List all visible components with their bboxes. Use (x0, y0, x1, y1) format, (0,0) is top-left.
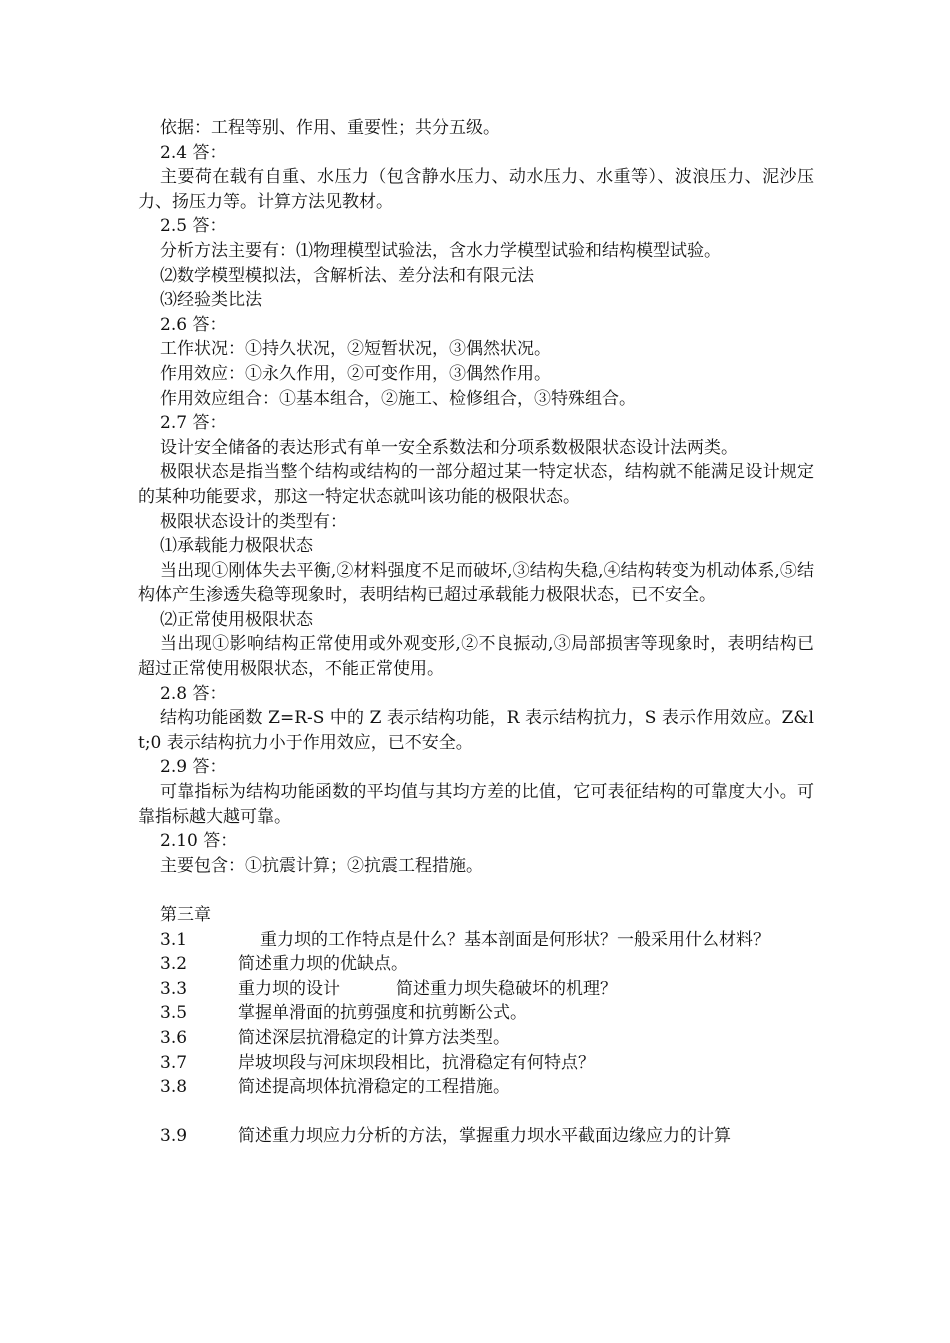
question-number: 3.3 (160, 978, 188, 999)
question-number: 3.5 (160, 1003, 188, 1024)
paragraph-bearing-capacity: ⑴承载能力极限状态 (160, 536, 313, 557)
paragraph-limit-state: 极限状态是指当整个结构或结构的一部分超过某一特定状态，结构就不能满足设计规定的某种功能要求，那这一特定状态就叫该功能的极限状态。 (138, 462, 814, 507)
paragraph-action-effects: 作用效应：①永久作用，②可变作用，③偶然作用。 (160, 363, 551, 384)
question-number: 3.8 (160, 1077, 188, 1098)
question-3-9 (138, 1124, 814, 1149)
paragraph-work-conditions: 工作状况：①持久状况，②短暂状况，③偶然状况。 (160, 339, 551, 360)
question-3-3 (138, 977, 814, 1002)
paragraph-effect-combination: 作用效应组合：①基本组合，②施工、检修组合，③特殊组合。 (160, 388, 636, 409)
chapter-heading: 第三章 (160, 905, 211, 925)
answer-heading-2-9: 2.9 答： (160, 757, 227, 778)
question-3-8 (138, 1075, 814, 1100)
answer-heading-2-4: 2.4 答： (160, 142, 227, 163)
section-title: 重力坝的设计 (238, 978, 340, 999)
paragraph-function-z: 结构功能函数 Z=R-S 中的 Z 表示结构功能，R 表示结构抗力，S 表示作用效应。Z&lt;0 表示结构抗力小于作用效应，已不安全。 (138, 708, 814, 753)
paragraph-bearing-capacity-detail: 当出现①刚体失去平衡,②材料强度不足而破坏,③结构失稳,④结构转变为机动体系,⑤结构体产生渗透失稳等现象时，表明结构已超过承载能力极限状态，已不安全。 (138, 560, 814, 606)
answer-heading-2-7: 2.7 答： (160, 413, 227, 434)
paragraph-safety-reserve: 设计安全储备的表达形式有单一安全系数法和分项系数极限状态设计法两类。 (160, 437, 738, 458)
paragraph-basis: 依据：工程等别、作用、重要性；共分五级。 (160, 118, 500, 138)
paragraph-math-model: ⑵数学模型模拟法，含解析法、差分法和有限元法 (160, 265, 534, 286)
answer-heading-2-6: 2.6 答： (160, 314, 227, 335)
question-number: 3.7 (160, 1052, 188, 1073)
document-body (138, 116, 814, 1149)
question-text: 简述重力坝应力分析的方法，掌握重力坝水平截面边缘应力的计算 (238, 1126, 731, 1147)
question-text: 简述提高坝体抗滑稳定的工程措施。 (238, 1077, 510, 1098)
question-3-1 (138, 928, 814, 953)
question-3-5 (138, 1001, 814, 1026)
question-3-2 (138, 952, 814, 977)
answer-heading-2-8: 2.8 答： (160, 683, 227, 704)
question-3-6 (138, 1026, 814, 1051)
question-number: 3.2 (160, 954, 188, 975)
paragraph-limit-state-types: 极限状态设计的类型有： (160, 511, 347, 532)
paragraph-analysis-methods: 分析方法主要有：⑴物理模型试验法，含水力学模型试验和结构模型试验。 (160, 240, 721, 261)
question-3-7 (138, 1051, 814, 1076)
paragraph-serviceability: ⑵正常使用极限状态 (160, 609, 313, 630)
paragraph-reliability-index: 可靠指标为结构功能函数的平均值与其均方差的比值，它可表征结构的可靠度大小。可靠指标越大越可靠。 (138, 782, 814, 827)
blank-line (138, 878, 814, 903)
answer-heading-2-5: 2.5 答： (160, 216, 227, 237)
question-text: 岸坡坝段与河床坝段相比，抗滑稳定有何特点？ (238, 1052, 595, 1073)
paragraph-loads: 主要荷在载有自重、水压力（包含静水压力、动水压力、水重等）、波浪压力、泥沙压力、扬压力等。计算方法见教材。 (138, 167, 814, 212)
question-text: 简述深层抗滑稳定的计算方法类型。 (238, 1027, 510, 1048)
paragraph-serviceability-detail: 当出现①影响结构正常使用或外观变形,②不良振动,③局部损害等现象时，表明结构已超过正常使用极限状态，不能正常使用。 (138, 634, 814, 680)
blank-line (138, 1100, 814, 1125)
question-number: 3.6 (160, 1027, 188, 1048)
paragraph-empirical: ⑶经验类比法 (160, 290, 262, 311)
question-text: 重力坝的工作特点是什么？基本剖面是何形状？一般采用什么材料？ (260, 929, 770, 950)
question-text: 掌握单滑面的抗剪强度和抗剪断公式。 (238, 1003, 527, 1024)
question-number: 3.9 (160, 1126, 188, 1147)
paragraph-seismic: 主要包含：①抗震计算；②抗震工程措施。 (160, 855, 483, 876)
question-text: 简述重力坝的优缺点。 (238, 954, 408, 975)
question-text (238, 977, 814, 1002)
question-text-b: 简述重力坝失稳破坏的机理？ (396, 978, 617, 999)
question-number: 3.1 (160, 929, 188, 950)
answer-heading-2-10: 2.10 答： (160, 831, 238, 852)
